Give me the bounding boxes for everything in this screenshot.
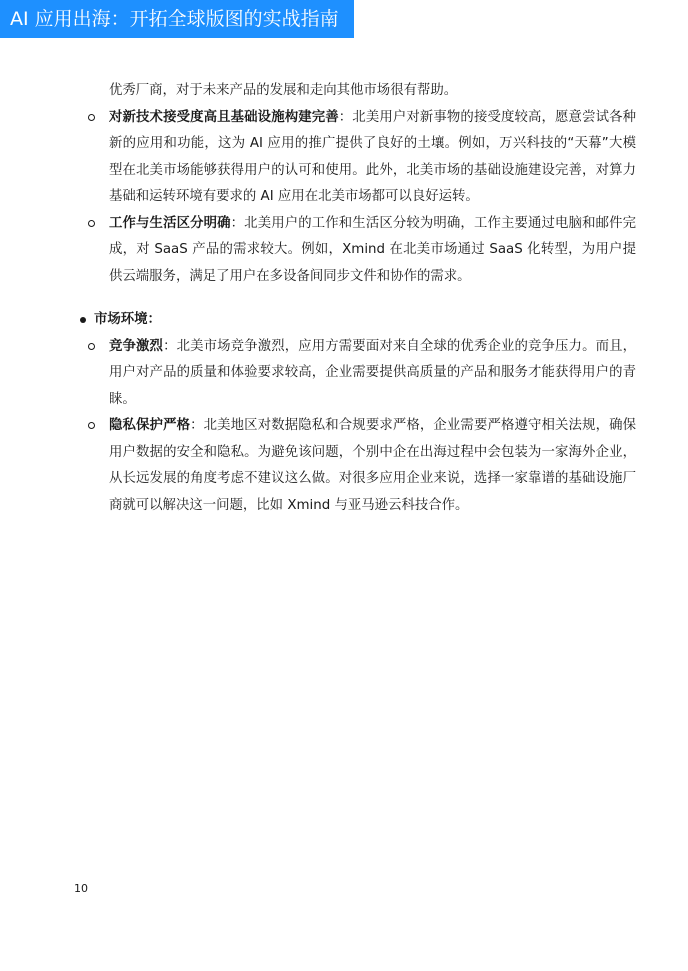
sub-list-2	[76, 334, 636, 520]
section-heading-market-environment	[76, 307, 636, 334]
item-text: ：北美地区对数据隐私和合规要求严格，企业需要严格遵守相关法规，确保用户数据的安全和隐私。为避免该问题，个别中企在出海过程中会包装为一家海外企业，从长远发展的角度考虑不建议这么做。对很多应用企业来说，选择一家靠谱的基础设施厂商就可以解决这一问题，比如 Xmind 与亚马逊云科技合作。	[109, 418, 637, 513]
item-text: ：北美用户的工作和生活区分较为明确，工作主要通过电脑和邮件完成，对 SaaS 产品的需求较大。例如，Xmind 在北美市场通过 SaaS 化转型，为用户提供云端服务，满足了用户在多设备间同步文件和协作的需求。	[109, 215, 637, 284]
continuation-paragraph: 优秀厂商，对于未来产品的发展和走向其他市场很有帮助。	[109, 83, 458, 98]
item-title: 隐私保护严格	[109, 418, 191, 433]
filled-bullet-icon	[80, 317, 86, 323]
item-text: ：北美用户对新事物的接受度较高，愿意尝试各种新的应用和功能，这为 AI 应用的推广提供了良好的土壤。例如，万兴科技的“天幕”大模型在北美市场能够获得用户的认可和使用。此外，北美市场的基础设施建设完善，对算力基础和运转环境有要求的 AI 应用在北美市场都可以良好运转。	[109, 109, 637, 204]
list-item	[76, 211, 636, 291]
list-item	[76, 105, 636, 211]
item-title: 对新技术接受度高且基础设施构建完善	[109, 109, 339, 125]
hollow-bullet-icon	[88, 220, 95, 227]
item-text: ：北美市场竞争激烈，应用方需要面对来自全球的优秀企业的竞争压力。而且，用户对产品的质量和体验要求较高，企业需要提供高质量的产品和服务才能获得用户的青睐。	[109, 338, 637, 407]
list-item	[76, 334, 636, 414]
header-title-bar	[0, 0, 354, 38]
section-heading-text: 市场环境：	[94, 312, 161, 327]
document-title: AI 应用出海：开拓全球版图的实战指南	[10, 8, 339, 30]
hollow-bullet-icon	[88, 343, 95, 350]
page-number: 10	[74, 882, 88, 895]
item-title: 竞争激烈	[109, 338, 164, 354]
hollow-bullet-icon	[88, 114, 95, 121]
list-item	[76, 413, 636, 519]
item-title: 工作与生活区分明确	[109, 215, 231, 231]
hollow-bullet-icon	[88, 422, 95, 429]
sub-list-1	[76, 105, 636, 291]
main-content	[76, 78, 636, 519]
